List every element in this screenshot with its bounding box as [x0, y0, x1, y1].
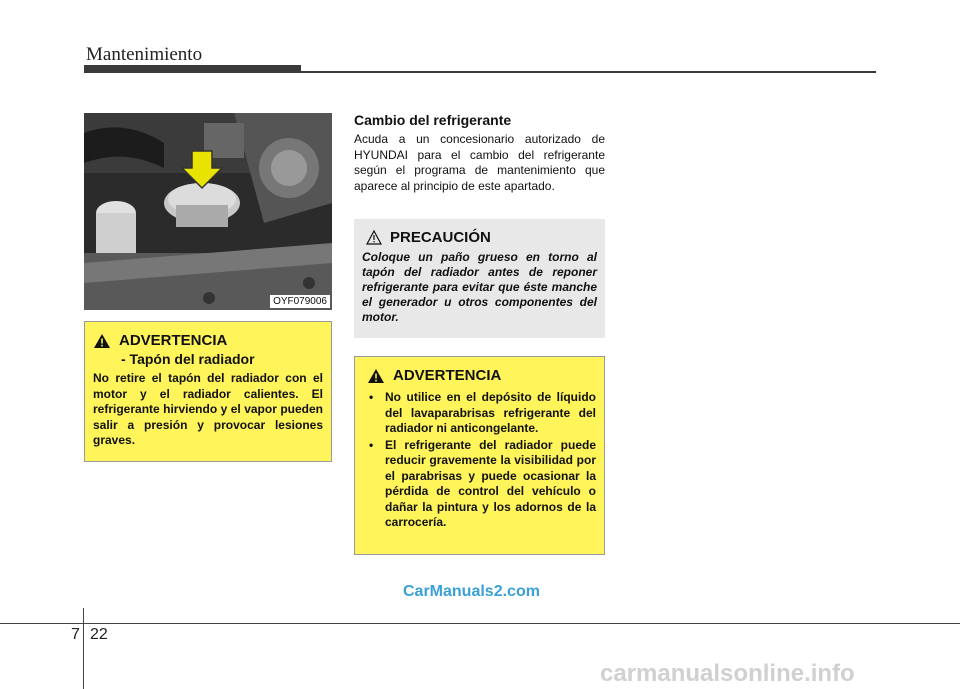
engine-photo: [84, 113, 332, 310]
caution-title-row: [366, 229, 597, 246]
warning-radiator-subtitle: - Tapón del radiador: [121, 351, 255, 367]
list-item: • No utilice en el depósito de líquido del lavaparabrisas refrigerante del radiador ni anticongelante.: [363, 390, 596, 437]
caution-icon: [366, 230, 382, 245]
footer-divider: [83, 608, 84, 689]
warning-coolant-title-row: [367, 367, 596, 384]
caution-title: PRECAUCIÓN: [390, 229, 491, 246]
site-watermark: carmanualsonline.info: [600, 660, 855, 687]
caution-text: Coloque un paño grueso en torno al tapón del radiador antes de reponer refrigerante para evitar que éste manche el generador u otros componentes del motor.: [362, 250, 597, 324]
warning-radiator-title: ADVERTENCIA: [119, 332, 228, 349]
page-number: 22: [90, 626, 108, 643]
watermark-link[interactable]: CarManuals2.com: [403, 583, 540, 600]
warning-radiator-text: No retire el tapón del radiador con el motor y el radiador calientes. El refrigerante hirviendo y el vapor pueden salir a presión y provocar lesiones graves.: [93, 371, 323, 447]
warning-icon: [367, 368, 385, 384]
list-item: • El refrigerante del radiador puede reducir gravemente la visibilidad por el parabrisas y puede ocasionar la pérdida de control del vehículo o dañar la pintura y los adornos de la carrocería.: [363, 438, 596, 531]
warning-coolant-box: [354, 356, 605, 555]
warning-coolant-list: [363, 390, 596, 531]
warning-coolant-title: ADVERTENCIA: [393, 367, 502, 384]
footer-rule: [0, 623, 960, 624]
warning-radiator-title-row: [93, 332, 323, 349]
coolant-change-body: Acuda a un concesionario autorizado de HYUNDAI para el cambio del refrigerante según el programa de mantenimiento que aparece al principio de este apartado.: [354, 132, 605, 193]
photo-code: OYF079006: [270, 295, 330, 308]
page-header-title: Mantenimiento: [86, 44, 203, 65]
header-rule: [301, 71, 876, 73]
warning-radiator-box: [84, 321, 332, 462]
engine-illustration: [84, 113, 332, 310]
chapter-number: 7: [71, 626, 80, 643]
coolant-change-heading: Cambio del refrigerante: [354, 112, 512, 128]
warning-icon: [93, 333, 111, 349]
caution-box: [354, 219, 605, 338]
header-bar: [84, 65, 301, 73]
